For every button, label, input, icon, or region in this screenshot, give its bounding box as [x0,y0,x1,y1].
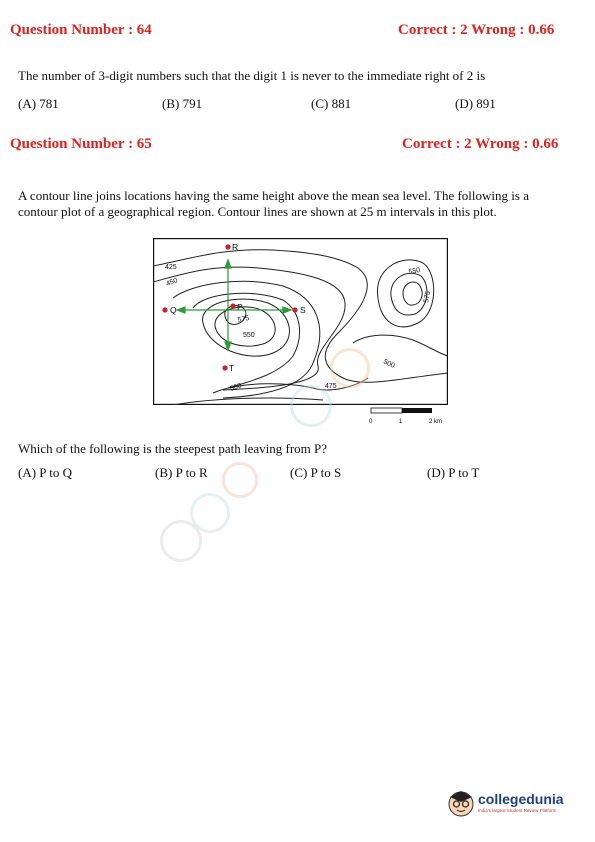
contour-label-550: 550 [243,332,255,339]
q64-option-a[interactable]: (A) 781 [18,96,59,111]
contour-label-500-bottom: 500 [229,382,243,393]
q65-question: Which of the following is the steepest path leaving from P? [18,441,328,456]
q65-number-label: Question Number : 65 [10,136,152,152]
scale-bar [368,405,448,427]
brand-tagline: India's largest Student Review Platform [478,808,557,813]
scale-label-1: 1 [399,419,403,425]
q64-question-text: The number of 3-digit numbers such that the digit 1 is never to the immediate right of 2 is [18,68,486,83]
q65-text-line1: A contour line joins locations having the same height above the mean sea level. The following is a [18,188,529,203]
contour-label-550-right: 550 [408,267,421,276]
point-p-label: P [237,302,243,312]
q64-marks-label: Correct : 2 Wrong : 0.66 [398,22,555,38]
contour-label-475: 475 [325,383,337,390]
q65-text-line2: contour plot of a geographical region. Contour lines are shown at 25 m intervals in this plot. [18,204,497,219]
scale-label-0: 0 [369,419,373,425]
watermark-seal [290,385,332,427]
q64-option-b[interactable]: (B) 791 [162,96,203,111]
point-r-marker [225,244,230,249]
collegedunia-logo-icon [446,787,476,819]
q65-marks-label: Correct : 2 Wrong : 0.66 [402,136,559,152]
point-t-label: T [229,363,235,373]
contour-label-425: 425 [165,264,177,271]
point-q-marker [162,307,167,312]
point-s-marker [292,307,297,312]
q65-option-d[interactable]: (D) P to T [427,465,480,480]
watermark-seal [222,462,258,498]
q65-option-a[interactable]: (A) P to Q [18,465,73,480]
q64-option-d[interactable]: (D) 891 [455,96,496,111]
watermark-seal [330,348,370,388]
point-r-label: R [232,242,239,252]
contour-plot [153,238,448,405]
contour-label-500-right: 500 [382,358,396,370]
contour-label-575-right: 575 [423,290,432,304]
q64-option-c[interactable]: (C) 881 [311,96,352,111]
brand-name: collegedunia [478,791,564,807]
contour-label-575: 575 [237,315,250,324]
q65-option-b[interactable]: (B) P to R [155,465,208,480]
scale-label-2km: 2 km [429,419,443,425]
point-p-marker [230,303,235,308]
point-q-label: Q [170,305,177,315]
q64-number-label: Question Number : 64 [10,22,152,38]
point-t-marker [222,365,227,370]
point-s-label: S [300,305,306,315]
watermark-seal [160,520,202,562]
q65-option-c[interactable]: (C) P to S [290,465,342,480]
contour-label-450: 450 [165,277,179,288]
